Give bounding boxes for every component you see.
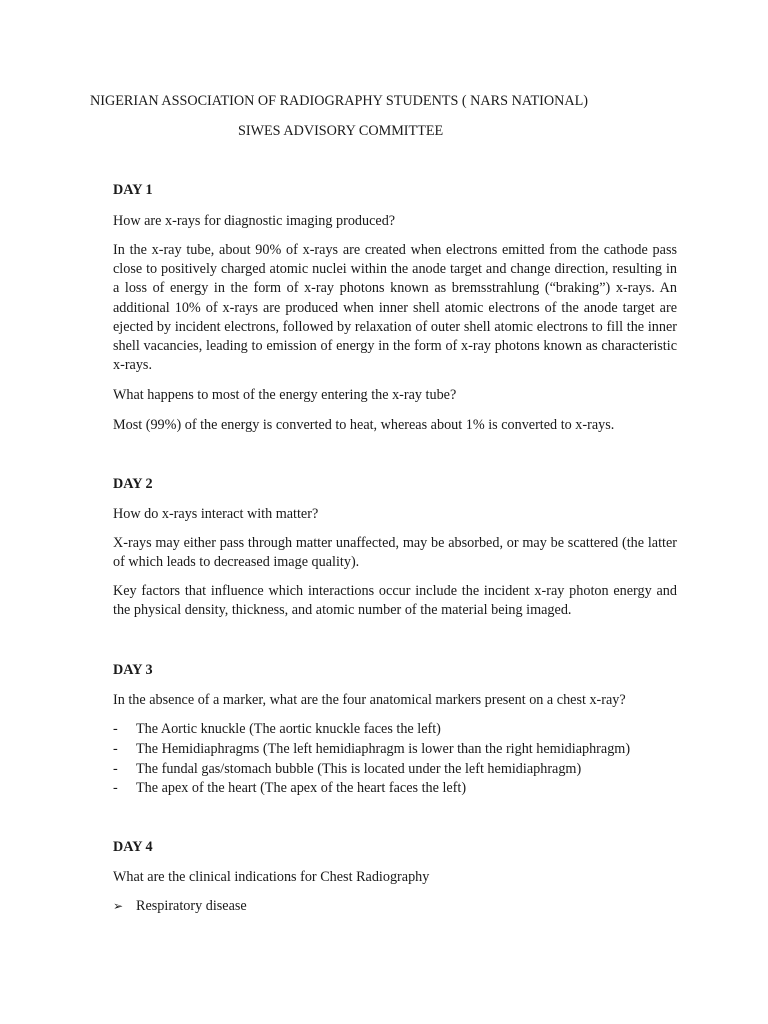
header-line-1: NIGERIAN ASSOCIATION OF RADIOGRAPHY STUDENTS ( NARS NATIONAL)	[90, 93, 589, 109]
list-item	[113, 740, 693, 760]
day-3-question-1: In the absence of a marker, what are the four anatomical markers present on a chest x-ray?	[113, 692, 626, 708]
list-item	[113, 720, 693, 740]
day-1-heading: DAY 1	[113, 182, 153, 198]
list-item-text: Respiratory disease	[136, 898, 247, 914]
day-2-question-1: How do x-rays interact with matter?	[113, 506, 319, 522]
arrow-bullet-icon: ➢	[113, 899, 124, 913]
list-item-text: The apex of the heart (The apex of the heart faces the left)	[136, 780, 467, 796]
list-item-text: The fundal gas/stomach bubble (This is located under the left hemidiaphragm)	[136, 761, 582, 777]
day-1-answer-2: Most (99%) of the energy is converted to heat, whereas about 1% is converted to x-rays.	[113, 417, 615, 433]
day-2-heading: DAY 2	[113, 476, 153, 492]
dash-bullet: -	[113, 741, 118, 757]
list-item-text: The Aortic knuckle (The aortic knuckle faces the left)	[136, 721, 441, 737]
day-1-question-2: What happens to most of the energy entering the x-ray tube?	[113, 387, 457, 403]
day-2-answer-2: Key factors that influence which interactions occur include the incident x-ray photon energy and the physical density, thickness, and atomic number of the material being imaged.	[113, 583, 677, 619]
dash-bullet: -	[113, 721, 118, 737]
list-item	[113, 779, 693, 799]
header-line-2: SIWES ADVISORY COMMITTEE	[238, 123, 444, 139]
day-3-heading: DAY 3	[113, 662, 153, 678]
list-item-text: The Hemidiaphragms (The left hemidiaphragm is lower than the right hemidiaphragm)	[136, 741, 631, 757]
day-4-question-1: What are the clinical indications for Chest Radiography	[113, 869, 430, 885]
day-1-answer-1: In the x-ray tube, about 90% of x-rays are created when electrons emitted from the cathode pass close to positively charged atomic nuclei within the anode target and change direction, resulting in a loss of energy in the form of x-ray photons known as bremsstrahlung (“braking”) x-rays. An additional 10% of x-rays are produced when inner shell atomic electrons of the anode target are ejected by incident electrons, followed by relaxation of outer shell atomic electrons to fill the inner shell vacancies, leading to emission of energy in the form of x-ray photons known as characteristic x-rays.	[113, 242, 677, 374]
day-2-answer-1: X-rays may either pass through matter unaffected, may be absorbed, or may be scattered (the latter of which leads to decreased image quality).	[113, 535, 677, 571]
day-1-question-1: How are x-rays for diagnostic imaging produced?	[113, 213, 396, 229]
list-item	[113, 898, 247, 915]
list-item	[113, 760, 693, 780]
day-4-heading: DAY 4	[113, 839, 153, 855]
dash-bullet: -	[113, 761, 118, 777]
dash-bullet: -	[113, 780, 118, 796]
